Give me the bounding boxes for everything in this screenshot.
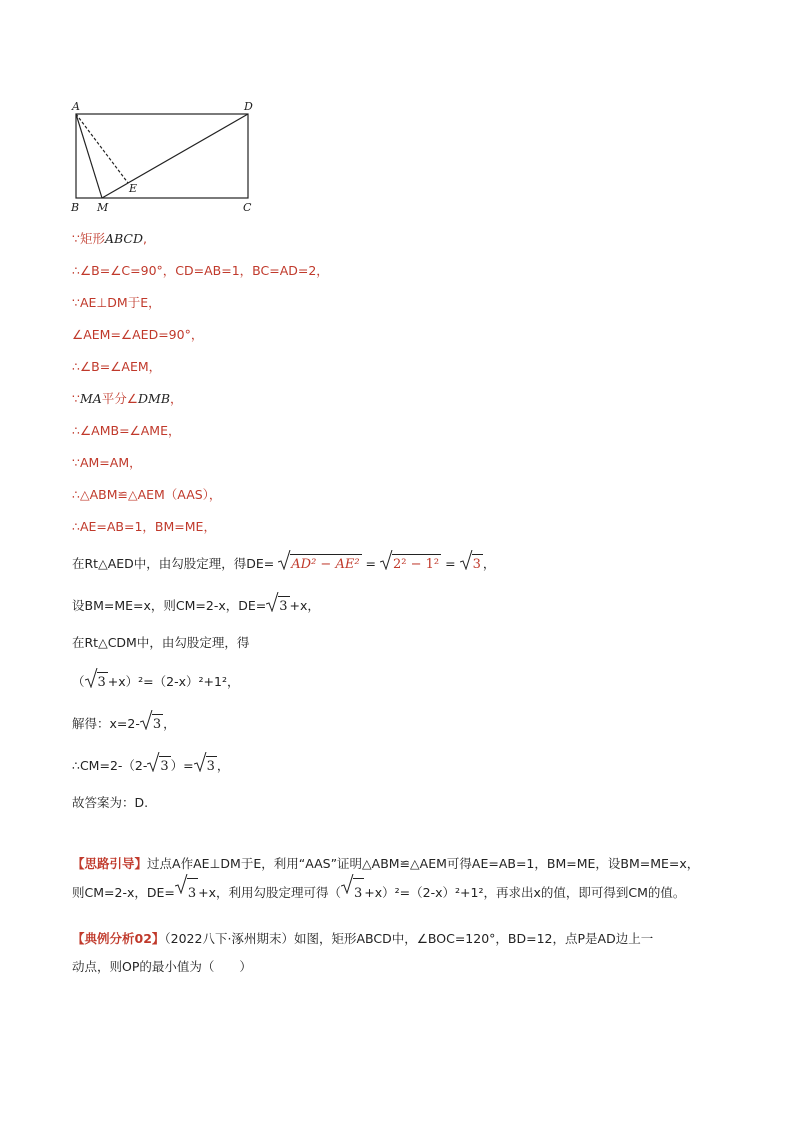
solution-line-8: ∵AM=AM， (72, 455, 142, 470)
solution-answer: 故答案为：D. (72, 795, 149, 810)
solution-line-11: 在Rt△AED中，由勾股定理，得DE= AD² − AE² = 2² − 1² = 3 ， (72, 554, 495, 574)
sqrt-3: 3 (175, 878, 198, 908)
sqrt-3: 3 (140, 714, 163, 734)
hint-paragraph (72, 850, 732, 908)
rectangle-abcd (76, 114, 248, 198)
sqrt-3: 3 (460, 554, 483, 574)
solution-line-9: ∴△ABM≌△AEM（AAS）， (72, 487, 222, 502)
solution-line-6: ∵MA平分∠DMB， (72, 391, 183, 406)
solution-line-13: 在Rt△CDM中，由勾股定理，得 (72, 635, 250, 650)
geometry-figure (66, 96, 266, 218)
label-c: C (243, 201, 252, 214)
label-e: E (129, 182, 138, 195)
example-line-1: 【典例分析02】（2022八下·涿州期末）如图，矩形ABCD中，∠BOC=120°，BD=12，点P是AD边上一 (72, 931, 654, 946)
solution-line-15: 解得：x=2- 3 ， (72, 714, 176, 734)
example-paragraph (72, 925, 732, 981)
segment-ae-dashed (76, 114, 128, 183)
label-m: M (97, 201, 109, 214)
sqrt-2sq-1sq: 2² − 1² (380, 554, 441, 574)
solution-line-12: 设BM=ME=x，则CM=2-x，DE= 3 +x， (72, 596, 320, 616)
sqrt-ad2-ae2: AD² − AE² (278, 554, 361, 574)
hint-tag: 【思路引导】 (72, 856, 148, 871)
example-tag: 【典例分析02】 (72, 931, 165, 946)
solution-line-7: ∴∠AMB=∠AME， (72, 423, 181, 438)
label-d: D (244, 100, 253, 113)
solution-line-1: ∵矩形ABCD, (72, 231, 147, 246)
segment-am (76, 114, 102, 198)
label-b: B (71, 201, 80, 214)
sqrt-3: 3 (147, 756, 170, 776)
example-line-2: 动点，则OP的最小值为（ ） (72, 959, 252, 974)
sqrt-3: 3 (85, 672, 108, 692)
solution-line-14: （ 3 +x）²=（2-x）²+1²， (72, 672, 239, 692)
solution-line-2: ∴∠B=∠C=90°，CD=AB=1，BC=AD=2， (72, 263, 329, 278)
label-a: A (72, 100, 80, 113)
solution-line-3: ∵AE⊥DM于E， (72, 295, 161, 310)
hint-line-1: 【思路引导】过点A作AE⊥DM于E，利用“AAS”证明△ABM≌△AEM可得AE=AB=1，BM=ME，设BM=ME=x， (72, 856, 700, 871)
hint-line-2: 则CM=2-x，DE= 3 +x，利用勾股定理可得（ 3 +x）²=（2-x）²+1²，再求出x的值，即可得到CM的值。 (72, 878, 732, 908)
segment-md (102, 114, 248, 198)
solution-line-5: ∴∠B=∠AEM， (72, 359, 162, 374)
solution-line-16: ∴CM=2-（2- 3 ）= 3 ， (72, 756, 229, 776)
sqrt-3: 3 (341, 878, 364, 908)
sqrt-3: 3 (266, 596, 289, 616)
solution-line-4: ∠AEM=∠AED=90°， (72, 327, 204, 342)
solution-line-10: ∴AE=AB=1，BM=ME， (72, 519, 216, 534)
sqrt-3: 3 (194, 756, 217, 776)
